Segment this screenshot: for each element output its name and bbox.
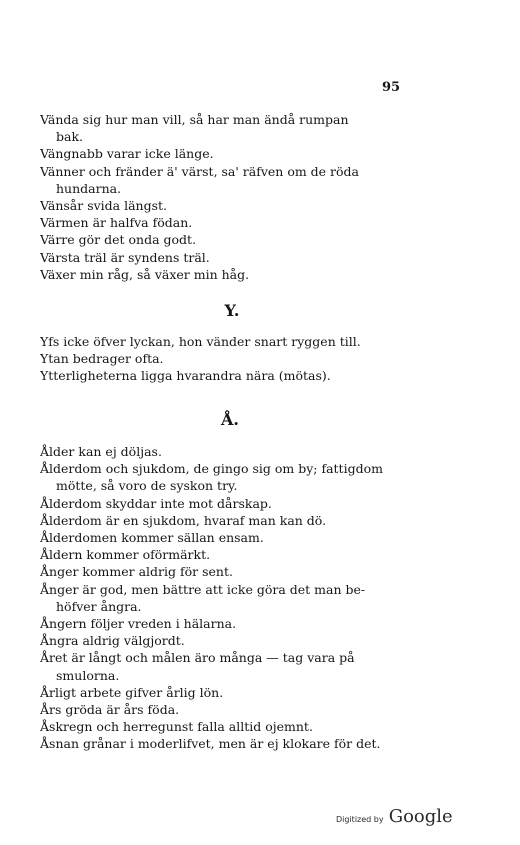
- proverb-line: Åsnan grånar i moderlifvet, men är ej klokare för det.: [40, 736, 381, 752]
- proverbs-section-v: [40, 111, 420, 283]
- proverb-line: Yfs icke öfver lyckan, hon vänder snart ryggen till.: [40, 334, 361, 349]
- proverbs-section-y: [40, 333, 420, 385]
- proverb-line: Ångern följer vreden i hälarna.: [40, 616, 237, 632]
- proverb-line: Vänsår svida längst.: [40, 198, 168, 214]
- proverb-line: Ålderdom är en sjukdom, hvaraf man kan dö.: [40, 512, 327, 528]
- proverb-line: Årligt arbete gifver årlig lön.: [40, 684, 224, 700]
- proverb-line: Års gröda är års föda.: [40, 702, 180, 718]
- section-heading-y: Y.: [224, 301, 240, 320]
- proverb-line: Året är långt och målen äro många — tag vara på: [40, 650, 355, 666]
- proverb-line: Vända sig hur man vill, så har man ändå rumpan: [40, 112, 349, 127]
- digitized-by-google-watermark: [336, 806, 453, 827]
- proverb-line-continuation: höfver ångra.: [56, 598, 142, 614]
- proverb-line: Ålderdom och sjukdom, de gingo sig om by; fattigdom: [40, 461, 383, 477]
- proverbs-section-aa: [40, 443, 420, 753]
- google-logo: Google: [388, 806, 453, 827]
- proverb-line: Vänner och fränder ä' värst, sa' räfven om de röda: [40, 163, 360, 179]
- proverb-line: Ytan bedrager ofta.: [40, 351, 164, 367]
- proverb-line: Ålderdomen kommer sällan ensam.: [40, 530, 264, 546]
- proverb-line-continuation: hundarna.: [56, 180, 122, 196]
- proverb-line: Värmen är halfva födan.: [40, 215, 193, 231]
- proverb-line-continuation: bak.: [56, 129, 84, 145]
- proverb-line: Ånger kommer aldrig för sent.: [40, 564, 233, 580]
- proverb-line-continuation: mötte, så voro de syskon try.: [56, 478, 238, 494]
- proverb-line: Ålderdom skyddar inte mot dårskap.: [40, 495, 272, 511]
- proverb-line: Ånger är god, men bättre att icke göra det man be-: [40, 581, 366, 597]
- proverb-line: Värre gör det onda godt.: [40, 232, 197, 248]
- proverb-line: Ångra aldrig välgjordt.: [40, 633, 185, 649]
- section-heading-aa: Å.: [221, 410, 239, 429]
- proverb-line: Ålder kan ej döljas.: [40, 444, 162, 459]
- proverb-line: Åldern kommer oförmärkt.: [40, 547, 211, 563]
- proverb-line: Värsta träl är syndens träl.: [40, 249, 210, 265]
- digitized-label: Digitized by: [336, 815, 384, 824]
- page-number: 95: [382, 80, 401, 95]
- proverb-line: Vängnabb varar icke länge.: [40, 146, 214, 162]
- proverb-line: Växer min råg, så växer min håg.: [40, 266, 250, 282]
- proverb-line: Ytterligheterna ligga hvarandra nära (mötas).: [40, 368, 331, 384]
- proverb-line: Åskregn och herregunst falla alltid ojemnt.: [40, 719, 313, 735]
- proverb-line-continuation: smulorna.: [56, 667, 120, 683]
